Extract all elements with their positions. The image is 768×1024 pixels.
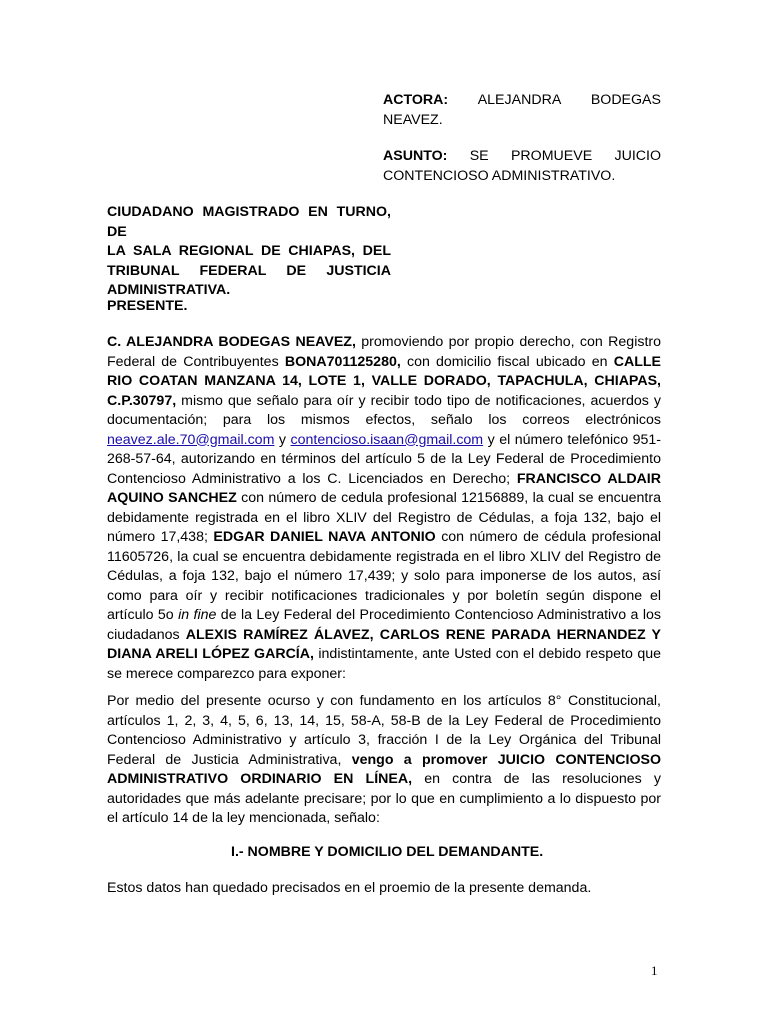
addressee-line-3: TRIBUNAL FEDERAL DE JUSTICIA	[107, 262, 391, 279]
lawyer-name-1: FRANCISCO ALDAIR AQUINO SANCHEZ	[107, 470, 661, 506]
actora-value-2: NEAVEZ.	[383, 111, 443, 128]
asunto-label: ASUNTO:	[383, 148, 448, 164]
intro-text-9: indistintamente, ante Usted con el debido respeto que se merece comparezco para exponer:	[107, 646, 661, 682]
intro-paragraph	[107, 333, 661, 684]
section-text: Estos datos han quedado precisados en el proemio de la presente demanda.	[107, 880, 592, 896]
actora-label: ACTORA:	[383, 92, 449, 108]
addressee-block	[107, 203, 391, 301]
intro-text-1: promoviendo por propio derecho, con Registro Federal de Contribuyentes	[107, 334, 661, 370]
page-number: 1	[651, 963, 658, 978]
body-text-1: Por medio del presente ocurso y con fundamento en los artículos 8° Constitucional, artículos 1, 2, 3, 4, 5, 6, 13, 14, 15, 58-A, 58-B de la Ley Federal de Procedimiento Contencioso Administrativo y artículo 3, fracción I de la Ley Orgánica del Tribunal Federal de Justicia Administrativa,	[107, 693, 661, 768]
email-link-2[interactable]: contencioso.isaan@gmail.com	[290, 431, 484, 448]
lawyer-name-2: EDGAR DANIEL NAVA ANTONIO	[213, 529, 436, 545]
plaintiff-name: C. ALEJANDRA BODEGAS NEAVEZ,	[107, 334, 356, 350]
intro-text-7: con número de cédula profesional 11605726, la cual se encuentra debidamente registrada en el libro XLIV del Registro de Cédulas, a foja 132, bajo el número 17,439; y solo para imponerse de los autos, así como para oír y recibir notificaciones tradicionales y por boletín según dispone el artículo 5o	[107, 529, 662, 623]
body-text-2: en contra de las resoluciones y autoridades que más adelante precisare; por lo que en cumplimiento a lo dispuesto por el artículo 14 de la ley mencionada, señalo:	[107, 771, 661, 826]
asunto-value-2: CONTENCIOSO ADMINISTRATIVO.	[383, 167, 616, 184]
email-link-1[interactable]: neavez.ale.70@gmail.com	[107, 431, 275, 448]
addressee-line-1: CIUDADANO MAGISTRADO EN TURNO, DE	[107, 204, 391, 240]
actora-block	[383, 91, 661, 130]
actora-line	[383, 91, 661, 111]
intro-text-8: de la Ley Federal del Procedimiento Contencioso Administrativo a los ciudadanos	[107, 607, 661, 643]
intro-text-5: y el número telefónico 951-268-57-64, autorizando en términos del artículo 5 de la Ley Federal de Procedimiento Contencioso Administrativo a los C. Licenciados en Derecho;	[107, 431, 661, 487]
asunto-line	[383, 147, 661, 167]
asunto-value-1: SE PROMUEVE JUICIO	[469, 148, 661, 164]
authorized-names: ALEXIS RAMÍREZ ÁLAVEZ, CARLOS RENE PARADA HERNANDEZ Y DIANA ARELI LÓPEZ GARCÍA,	[107, 626, 661, 662]
body-paragraph	[107, 692, 661, 829]
intro-text-6: con número de cedula profesional 12156889, la cual se encuentra debidamente registrada en el libro XLIV del Registro de Cédulas, a foja 132, bajo el número 17,438;	[107, 490, 661, 545]
actora-value-1: ALEJANDRA BODEGAS	[477, 92, 661, 108]
claim-type: vengo a promover JUICIO CONTENCIOSO ADMINISTRATIVO ORDINARIO EN LÍNEA,	[107, 751, 661, 787]
fiscal-address: CALLE RIO COATAN MANZANA 14, LOTE 1, VALLE DORADO, TAPACHULA, CHIAPAS, C.P.30797,	[107, 353, 661, 409]
presente-label: PRESENTE.	[107, 298, 188, 314]
addressee-line-2: LA SALA REGIONAL DE CHIAPAS, DEL	[107, 243, 391, 259]
intro-text-2: con domicilio fiscal ubicado en	[400, 353, 614, 370]
intro-text-4: y	[274, 431, 291, 448]
addressee-line-4: ADMINISTRATIVA.	[107, 282, 231, 298]
in-fine-text: in fine	[178, 607, 217, 623]
section-heading: I.- NOMBRE Y DOMICILIO DEL DEMANDANTE.	[231, 844, 544, 860]
rfc-value: BONA701125280,	[284, 353, 401, 370]
intro-text-3: mismo que señalo para oír y recibir todo tipo de notificaciones, acuerdos y documentación; para los mismos efectos, señalo los correos electrónicos	[107, 392, 661, 428]
asunto-block	[383, 147, 661, 186]
